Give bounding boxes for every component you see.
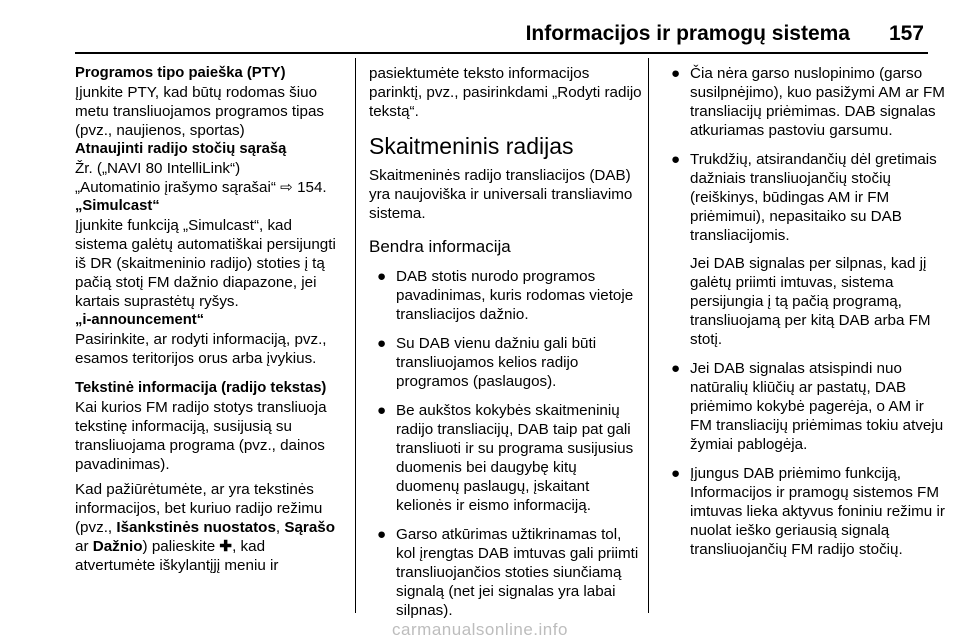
watermark: carmanualsonline.info: [392, 620, 568, 639]
list-term: Sąrašo: [284, 519, 336, 536]
list-item: [663, 359, 948, 454]
column-3: [663, 64, 948, 559]
bullet-icon: ●: [671, 465, 681, 482]
radio-text-p2-part-e: , kad atvertumėte iškylantįjį meniu ir: [75, 538, 279, 574]
pty-heading: Programos tipo paieška (PTY): [75, 65, 286, 81]
pty-text: Įjunkite PTY, kad būtų rodomas šiuo metu transliuojamos programos tipas (pvz., naujienos, sportas): [75, 84, 325, 139]
page-number: 157: [888, 22, 924, 45]
radio-text-paragraph-1: Kai kurios FM radijo stotys transliuoja tekstinę informaciją, susijusią su transliuojama programa (pvz., dainos pavadinimas).: [75, 399, 327, 473]
list-item-text: Jei DAB signalas atsispindi nuo natūralių kliūčių ar pastatų, DAB priėmimo kokybė pagerėja, o AM ir FM transliacijų priėmimas tokiu atveju žymiai pablogėja.: [690, 360, 944, 453]
update-list-heading: Atnaujinti radijo stočių sąrašą: [75, 141, 287, 157]
update-text-2: „Automatinio įrašymo sąrašai“: [75, 179, 276, 196]
list-item: [663, 464, 948, 559]
list-item-text: Čia nėra garso nuslopinimo (garso susilpnėjimo), kuo pasižymi AM ar FM transliacijų priėmimas. DAB signalas atkuriamas pastoviu garsumu.: [690, 65, 945, 139]
list-item: [663, 64, 948, 140]
page-header: [0, 0, 960, 55]
update-page-ref: 154.: [297, 179, 327, 196]
list-item: [369, 267, 642, 324]
digital-radio-heading: Skaitmeninis radijas: [369, 133, 574, 159]
radio-text-paragraph-2: [75, 480, 347, 575]
column-divider-1: [355, 58, 356, 613]
column-2: [369, 64, 642, 620]
radio-text-heading: Tekstinė informacija (radijo tekstas): [75, 380, 327, 396]
radio-text-p2-part-b: ,: [275, 519, 281, 536]
general-info-heading: Bendra informacija: [369, 237, 511, 256]
dab-bullet-list: [369, 267, 642, 620]
list-item: [369, 525, 642, 620]
list-item: [663, 150, 948, 349]
list-item-subtext: Jei DAB signalas per silpnas, kad jį galėtų priimti imtuvas, sistema persijungia į tą pačią programą, transliuojamą per kitą DAB arba FM stotį.: [690, 255, 931, 348]
i-announcement-text: Pasirinkite, ar rodyti informaciją, pvz., esamos teritorijos orus arba įvykius.: [75, 331, 327, 367]
bullet-icon: ●: [671, 65, 681, 82]
column-divider-2: [648, 58, 649, 613]
presets-term: Išankstinės nuostatos: [116, 519, 276, 536]
radio-text-p2-part-a: Kad pažiūrėtumėte, ar yra tekstinės informacijos, bet kuriuo radijo režimu (pvz.,: [75, 481, 323, 536]
dab-feature-list: [663, 64, 948, 559]
bullet-icon: ●: [377, 268, 387, 285]
bullet-icon: ●: [671, 360, 681, 377]
list-item-text: DAB stotis nurodo programos pavadinimas, kuris rodomas vietoje transliacijos dažnio.: [396, 268, 634, 323]
simulcast-heading: „Simulcast“: [75, 198, 160, 214]
header-rule: [75, 52, 928, 54]
bullet-icon: ●: [377, 526, 387, 543]
bullet-icon: ●: [671, 151, 681, 168]
list-item: [369, 401, 642, 515]
bullet-icon: ●: [377, 335, 387, 352]
frequency-term: Dažnio: [92, 538, 143, 555]
bullet-icon: ●: [377, 402, 387, 419]
update-list-text: [75, 159, 347, 197]
list-item: [369, 334, 642, 391]
dab-intro: Skaitmeninės radijo transliacijos (DAB) yra naujoviška ir universali transliavimo sistema.: [369, 167, 633, 222]
list-item-text: Trukdžių, atsirandančių dėl gretimais dažniais transliuojančių stočių (reiškinys, būdingas AM ir FM priėmimui), nepasitaiko su DAB transliacijomis.: [690, 151, 937, 244]
list-item-text: Įjungus DAB priėmimo funkciją, Informacijos ir pramogų sistemos FM imtuvas lieka aktyvus foniniu režimu ir nuolat ieško geriausią signalą transliuojančių FM radijo stočių.: [690, 465, 945, 558]
simulcast-text: Įjunkite funkciją „Simulcast“, kad sistema galėtų automatiškai persijungti iš DR (skaitmeninio radijo) stoties į tą pačią stotį FM dažnio diapazone, jei kartais suprastėtų ryšys.: [75, 217, 336, 310]
radio-text-p2-part-d: ) palieskite: [142, 538, 216, 555]
column-1: [75, 64, 347, 575]
radio-text-p2-part-c: ar: [75, 538, 89, 555]
plus-icon: ✚: [219, 538, 233, 555]
list-item-text: Be aukštos kokybės skaitmeninių radijo transliacijų, DAB taip pat gali transliuoti ir su programa susijusius duomenis bei daugybę kitų duomenų paslaugų, įskaitant kelionės ir eismo informaciją.: [396, 402, 634, 514]
page-ref-arrow-icon: ⇨: [280, 179, 293, 196]
header-title: Informacijos ir pramogų sistema: [525, 22, 850, 45]
i-announcement-heading: „i-announcement“: [75, 312, 205, 328]
list-item-text: Su DAB vienu dažniu gali būti transliuojamos kelios radijo programos (paslaugos).: [396, 335, 597, 390]
list-item-text: Garso atkūrimas užtikrinamas tol, kol įrengtas DAB imtuvas gali priimti transliuojančios stoties siunčiamą signalą (net jei signalas yra labai silpnas).: [396, 526, 639, 619]
update-text-1: Žr. („NAVI 80 IntelliLink“): [75, 160, 241, 177]
continuation-text: pasiektumėte teksto informacijos parinktį, pvz., pasirinkdami „Rodyti radijo tekstą“.: [369, 65, 642, 120]
